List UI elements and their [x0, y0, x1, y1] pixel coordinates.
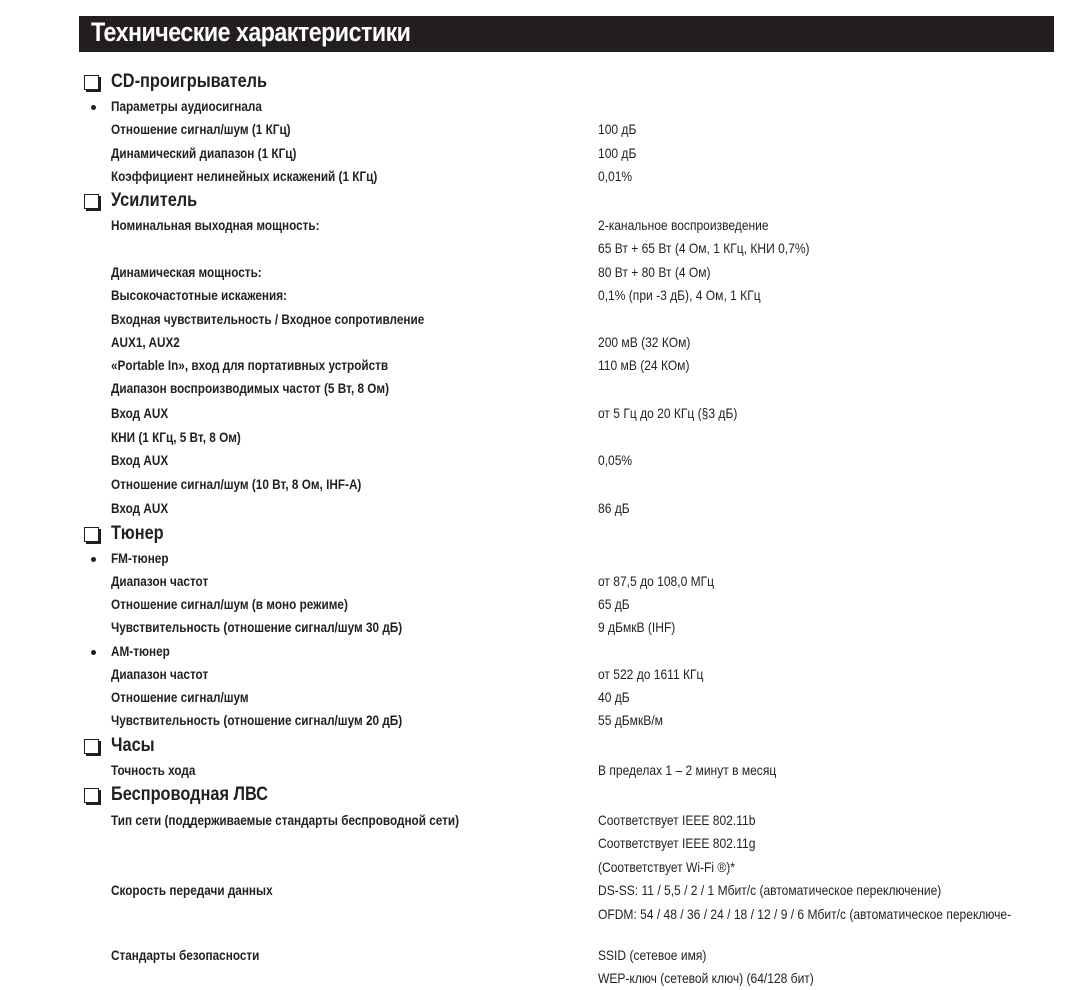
section-title: Усилитель — [111, 190, 198, 211]
spec-label: КНИ (1 КГц, 5 Вт, 8 Ом) — [111, 429, 241, 445]
spec-label: Скорость передачи данных — [111, 882, 273, 898]
checkbox-square-icon — [84, 739, 99, 754]
spec-row — [0, 594, 1074, 616]
spec-row — [0, 617, 1074, 639]
checkbox-square-icon — [84, 527, 99, 542]
spec-row — [0, 710, 1074, 732]
spec-label: Номинальная выходная мощность: — [111, 217, 320, 233]
spec-label: Отношение сигнал/шум (1 КГц) — [111, 121, 291, 137]
bullet-item — [0, 641, 1074, 663]
spec-label: Отношение сигнал/шум (в моно режиме) — [111, 596, 348, 612]
spec-label: AUX1, AUX2 — [111, 334, 180, 350]
spec-row — [0, 262, 1074, 284]
spec-label: Динамическая мощность: — [111, 264, 262, 280]
spec-label: Диапазон воспроизводимых частот (5 Вт, 8 Ом) — [111, 380, 390, 396]
spec-value: В пределах 1 – 2 минут в месяц — [598, 762, 777, 778]
spec-row — [0, 143, 1074, 165]
spec-value: от 5 Гц до 20 КГц (§3 дБ) — [598, 405, 738, 421]
checkbox-square-icon — [84, 788, 99, 803]
section-title: CD-проигрыватель — [111, 71, 268, 92]
spec-value: DS-SS: 11 / 5,5 / 2 / 1 Мбит/с (автоматическое переключение) — [598, 882, 942, 898]
section-header-tuner — [0, 523, 1074, 547]
spec-value: WEP-ключ (сетевой ключ) (64/128 бит) — [598, 970, 814, 986]
spec-value: Соответствует IEEE 802.11g — [598, 835, 756, 851]
spec-label: Отношение сигнал/шум — [111, 689, 249, 705]
bullet-label: AM-тюнер — [111, 643, 170, 659]
spec-row — [0, 571, 1074, 593]
spec-label: Чувствительность (отношение сигнал/шум 30 дБ) — [111, 619, 403, 635]
spec-row — [0, 332, 1074, 354]
spec-row — [0, 498, 1074, 520]
spec-row — [0, 687, 1074, 709]
spec-row-continued — [0, 238, 1074, 260]
spec-row — [0, 355, 1074, 377]
spec-row-continued — [0, 904, 1074, 926]
section-header-cd — [0, 71, 1074, 95]
bullet-label: FM-тюнер — [111, 550, 169, 566]
bullet-label: Параметры аудиосигнала — [111, 98, 262, 114]
checkbox-square-icon — [84, 75, 99, 90]
spec-row — [0, 215, 1074, 237]
spec-row — [0, 450, 1074, 472]
spec-value: 55 дБмкВ/м — [598, 712, 663, 728]
checkbox-square-icon — [84, 194, 99, 209]
spec-row — [0, 285, 1074, 307]
spec-label: Чувствительность (отношение сигнал/шум 20 дБ) — [111, 712, 403, 728]
spec-value: 0,01% — [598, 168, 633, 184]
spec-value: SSID (сетевое имя) — [598, 947, 707, 963]
section-header-clock — [0, 735, 1074, 759]
bullet-icon — [91, 105, 96, 110]
spec-value: OFDM: 54 / 48 / 36 / 24 / 18 / 12 / 9 / 6 Мбит/с (автоматическое переключе- — [598, 906, 1012, 922]
spec-row — [0, 427, 1074, 449]
spec-value: 2-канальное воспроизведение — [598, 217, 769, 233]
spec-value: 40 дБ — [598, 689, 630, 705]
spec-value: 65 дБ — [598, 596, 630, 612]
spec-value: 100 дБ — [598, 145, 637, 161]
bullet-item — [0, 548, 1074, 570]
bullet-item — [0, 96, 1074, 118]
spec-label: Диапазон частот — [111, 666, 209, 682]
spec-value: от 87,5 до 108,0 МГц — [598, 573, 715, 589]
spec-value: 110 мВ (24 КОм) — [598, 357, 690, 373]
spec-row — [0, 119, 1074, 141]
spec-row — [0, 760, 1074, 782]
spec-label: Диапазон частот — [111, 573, 209, 589]
spec-value: 86 дБ — [598, 500, 630, 516]
spec-label: Динамический диапазон (1 КГц) — [111, 145, 297, 161]
spec-label: Коэффициент нелинейных искажений (1 КГц) — [111, 168, 378, 184]
spec-value: 0,1% (при -3 дБ), 4 Ом, 1 КГц — [598, 287, 761, 303]
bullet-icon — [91, 557, 96, 562]
section-title: Беспроводная ЛВС — [111, 784, 268, 805]
spec-value: 200 мВ (32 КОм) — [598, 334, 691, 350]
section-header-wlan — [0, 784, 1074, 808]
section-title: Тюнер — [111, 523, 164, 544]
spec-row — [0, 664, 1074, 686]
spec-value: от 522 до 1611 КГц — [598, 666, 704, 682]
spec-label: Высокочастотные искажения: — [111, 287, 288, 303]
spec-row — [0, 474, 1074, 496]
spec-value: 100 дБ — [598, 121, 637, 137]
spec-row-continued — [0, 968, 1074, 990]
spec-label: Вход AUX — [111, 500, 169, 516]
spec-label: Входная чувствительность / Входное сопротивление — [111, 311, 425, 327]
spec-row — [0, 403, 1074, 425]
spec-label: Точность хода — [111, 762, 196, 778]
spec-row — [0, 945, 1074, 967]
spec-row — [0, 309, 1074, 331]
spec-value: 65 Вт + 65 Вт (4 Ом, 1 КГц, КНИ 0,7%) — [598, 240, 810, 256]
spec-label: Тип сети (поддерживаемые стандарты беспроводной сети) — [111, 812, 460, 828]
spec-value: Соответствует IEEE 802.11b — [598, 812, 756, 828]
spec-row-continued — [0, 857, 1074, 879]
section-title: Часы — [111, 735, 155, 756]
spec-row — [0, 166, 1074, 188]
spec-row — [0, 810, 1074, 832]
spec-label: Стандарты безопасности — [111, 947, 260, 963]
spec-row — [0, 880, 1074, 902]
spec-label: Вход AUX — [111, 405, 169, 421]
spec-value: 0,05% — [598, 452, 633, 468]
spec-row-continued — [0, 833, 1074, 855]
page-title-bar — [79, 16, 1054, 52]
spec-value: 80 Вт + 80 Вт (4 Ом) — [598, 264, 711, 280]
spec-label: «Portable In», вход для портативных устройств — [111, 357, 389, 373]
spec-value: (Соответствует Wi-Fi ®)* — [598, 859, 735, 875]
spec-value: 9 дБмкВ (IHF) — [598, 619, 676, 635]
spec-row — [0, 378, 1074, 400]
section-header-amplifier — [0, 190, 1074, 214]
page-title: Технические характеристики — [91, 17, 411, 47]
spec-label: Отношение сигнал/шум (10 Вт, 8 Ом, IHF-A) — [111, 476, 362, 492]
bullet-icon — [91, 650, 96, 655]
spec-label: Вход AUX — [111, 452, 169, 468]
